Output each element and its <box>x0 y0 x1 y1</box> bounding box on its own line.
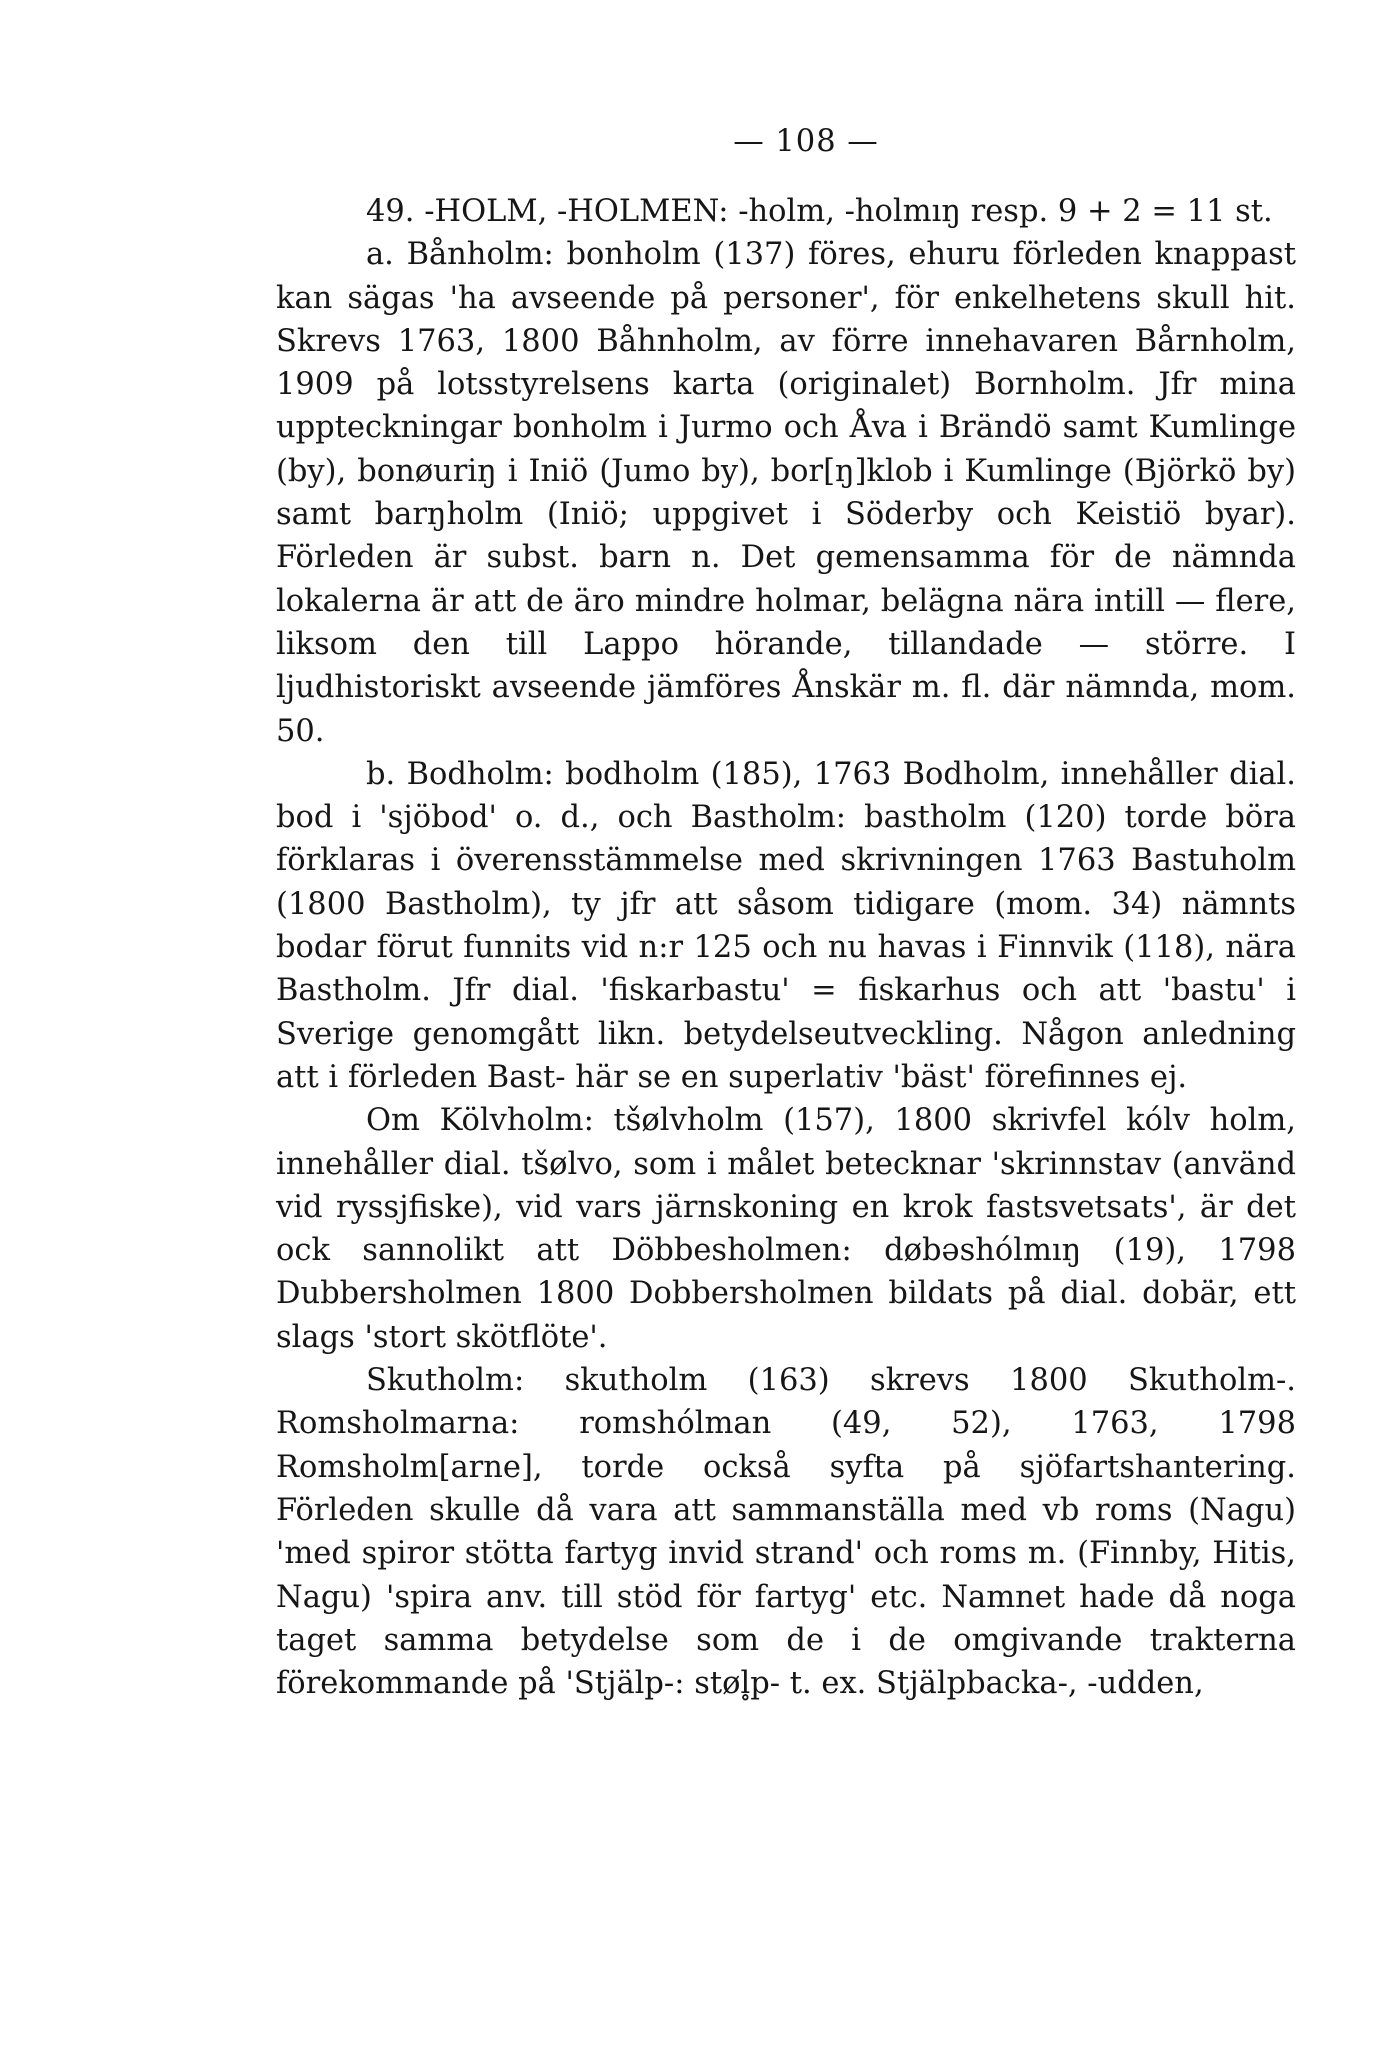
paragraph-skutholm: Skutholm: skutholm (163) skrevs 1800 Skutholm-. Romsholmarna: romshólman (49, 52), 1763, 1798 Romsholm[arne], torde också syfta på sjöfartshantering. Förleden skulle då vara att sammanställa med vb roms (Nagu) 'med spiror stötta fartyg invid strand' och roms m. (Finnby, Hitis, Nagu) 'spira anv. till stöd för fartyg' etc. Namnet hade då noga taget samma betydelse som de i de omgivande trakterna förekommande på 'Stjälp-: støl̥p- t. ex. Stjälpbacka-, -udden, <box>276 1363 1296 1702</box>
paragraph-a-banholm: a. Bånholm: bonholm (137) föres, ehuru förleden knappast kan sägas 'ha avseende på personer', för enkelhetens skull hit. Skrevs 1763, 1800 Båhnholm, av förre innehavaren Bårnholm, 1909 på lotsstyrelsens karta (originalet) Bornholm. Jfr mina uppteckningar bonholm i Jurmo och Åva i Brändö samt Kumlinge (by), bonøuriŋ i Iniö (Jumo by), bor[ŋ]klob i Kumlinge (Björkö by) samt barŋholm (Iniö; uppgivet i Söderby och Keistiö byar). Förleden är subst. barn n. Det gemensamma för de nämnda lokalerna är att de äro mindre holmar, belägna nära intill — flere, liksom den till Lappo hörande, tillandade — större. I ljudhistoriskt avseende jämföres Ånskär m. fl. där nämnda, mom. 50. <box>276 237 1296 749</box>
paragraph-b-bodholm: b. Bodholm: bodholm (185), 1763 Bodholm, innehåller dial. bod i 'sjöbod' o. d., och Bastholm: bastholm (120) torde böra förklaras i överensstämmelse med skrivningen 1763 Bastuholm (1800 Bastholm), ty jfr att såsom tidigare (mom. 34) nämnts bodar förut funnits vid n:r 125 och nu havas i Finnvik (118), nära Bastholm. Jfr dial. 'fiskarbastu' = fiskarhus och att 'bastu' i Sverige genomgått likn. betydelseutveckling. Någon anledning att i förleden Bast- här se en superlativ 'bäst' förefinnes ej. <box>276 756 1296 1095</box>
page-number: — 108 — <box>733 124 879 159</box>
page <box>276 122 1296 1705</box>
paragraph-kolvholm: Om Kölvholm: tšølvholm (157), 1800 skrivfel kólv holm, innehåller dial. tšølvo, som i målet betecknar 'skrinnstav (använd vid ryssjfiske), vid vars järnskoning en krok fastsvetsats', är det ock sannolikt att Döbbesholmen: døbəshólmıŋ (19), 1798 Dubbersholmen 1800 Dobbersholmen bildats på dial. dobär, ett slags 'stort skötflöte'. <box>276 1103 1296 1355</box>
paragraph-section-49: 49. -HOLM, -HOLMEN: -holm, -holmıŋ resp. 9 + 2 = 11 st. <box>366 194 1273 229</box>
